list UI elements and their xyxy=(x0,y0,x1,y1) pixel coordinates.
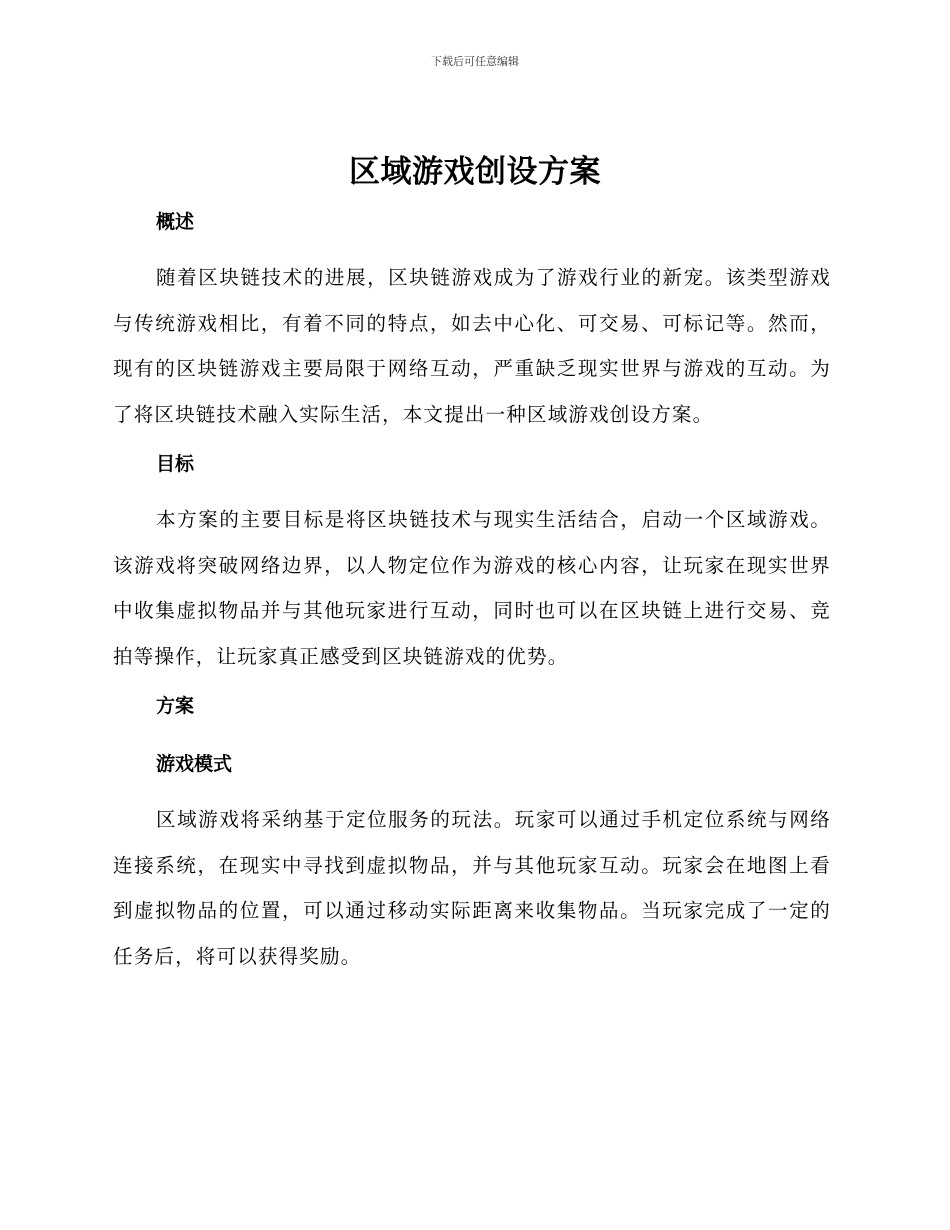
page-header-note: 下载后可任意编辑 xyxy=(431,55,519,68)
paragraph-overview: 随着区块链技术的进展，区块链游戏成为了游戏行业的新宠。该类型游戏与传统游戏相比，有着不同的特点，如去中心化、可交易、可标记等。然而，现有的区块链游戏主要局限于网络互动，严重缺乏现实世界与游戏的互动。为了将区块链技术融入实际生活，本文提出一种区域游戏创设方案。 xyxy=(113,266,831,426)
document-body xyxy=(113,204,831,979)
section-heading-goal: 目标 xyxy=(156,453,195,475)
document-title: 区域游戏创设方案 xyxy=(349,154,601,190)
section-heading-plan: 方案 xyxy=(156,695,195,717)
section-heading-overview: 概述 xyxy=(156,211,195,233)
section-heading-game-mode: 游戏模式 xyxy=(156,753,233,775)
paragraph-goal: 本方案的主要目标是将区块链技术与现实生活结合，启动一个区域游戏。该游戏将突破网络边界，以人物定位作为游戏的核心内容，让玩家在现实世界中收集虚拟物品并与其他玩家进行互动，同时也可以在区块链上进行交易、竞拍等操作，让玩家真正感受到区块链游戏的优势。 xyxy=(113,508,831,668)
paragraph-game-mode: 区域游戏将采纳基于定位服务的玩法。玩家可以通过手机定位系统与网络连接系统，在现实中寻找到虚拟物品，并与其他玩家互动。玩家会在地图上看到虚拟物品的位置，可以通过移动实际距离来收集物品。当玩家完成了一定的任务后，将可以获得奖励。 xyxy=(113,808,831,968)
